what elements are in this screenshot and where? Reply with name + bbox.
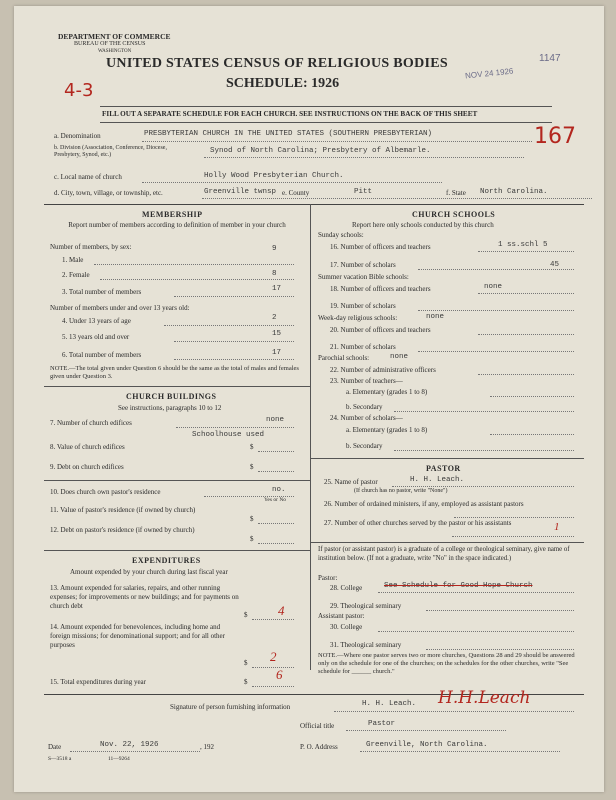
q13-dollar: $ [244, 611, 248, 619]
q24-elementary-label: a. Elementary (grades 1 to 8) [346, 426, 428, 434]
q15-dollar: $ [244, 678, 248, 686]
schools-intro: Report here only schools conducted by this church [352, 221, 494, 229]
division-label: b. Division (Association, Conference, Diocese, Presbytery, Synod, etc.) [54, 145, 167, 158]
q24-secondary-label: b. Secondary [346, 442, 383, 450]
city-value: Greenville twnsp [204, 188, 277, 196]
q7-value: none [266, 416, 285, 424]
q10-value: no. [272, 486, 286, 494]
received-date-stamp: NOV 24 1926 [464, 66, 514, 81]
parochial-schools-label: Parochial schools: [318, 354, 370, 362]
q11-dollar: $ [250, 515, 254, 523]
vacation-schools-label: Summer vacation Bible schools: [318, 273, 409, 281]
q23-secondary-label: b. Secondary [346, 403, 383, 411]
q15-line [252, 686, 294, 687]
q5-value: 15 [272, 330, 282, 338]
denomination-label: a. Denomination [54, 132, 101, 140]
q20-line [478, 334, 574, 335]
form-title: UNITED STATES CENSUS OF RELIGIOUS BODIES [106, 56, 449, 71]
q27-line [452, 536, 574, 537]
membership-intro: Report number of members according to definition of member in your church [68, 221, 286, 229]
q14-dollar: $ [244, 659, 248, 667]
q10-label: 10. Does church own pastor's residence [50, 488, 161, 496]
official-title-value: Pastor [368, 720, 396, 728]
q22-label: 22. Number of administrative officers [330, 366, 436, 374]
official-title-label: Official title [300, 722, 335, 730]
q1-line [94, 264, 294, 265]
handwritten-mark-right: 167 [534, 124, 576, 149]
q2-label: 2. Female [62, 271, 90, 279]
print-number: 11—9264 [108, 756, 130, 762]
q6-line [174, 359, 294, 360]
buildings-mid-rule [44, 480, 310, 481]
q9-dollar: $ [250, 463, 254, 471]
q11-line [258, 523, 294, 524]
city-label: d. City, town, village, or township, etc. [54, 189, 163, 197]
q17-value: 45 [550, 261, 560, 269]
q14-label: 14. Amount expended for benevolences, including home and foreign missions; for denominational support; and for all other purposes [50, 623, 225, 649]
denomination-line [142, 141, 532, 142]
q5-line [174, 341, 294, 342]
buildings-heading: CHURCH BUILDINGS [126, 392, 217, 401]
q10-yesno: Yes or No [264, 497, 287, 503]
po-address-value: Greenville, North Carolina. [366, 741, 488, 749]
pastor-top-rule [310, 458, 584, 459]
q20-label: 20. Number of officers and teachers [330, 326, 431, 334]
expenditures-top-rule [44, 550, 310, 551]
signature-line [334, 711, 574, 712]
q18-label: 18. Number of officers and teachers [330, 285, 431, 293]
signature-typed: H. H. Leach. [362, 700, 417, 708]
q30-line [378, 631, 574, 632]
form-subtitle: SCHEDULE: 1926 [226, 76, 340, 91]
county-label: e. County [282, 189, 310, 197]
pastor-heading: PASTOR [426, 464, 461, 473]
census-schedule-sheet [14, 6, 604, 792]
q15-value: 6 [276, 667, 283, 682]
expenditures-heading: EXPENDITURES [132, 556, 201, 565]
date-label: Date [48, 743, 62, 751]
q3-line [174, 296, 294, 297]
q21-line [418, 351, 574, 352]
denomination-value: PRESBYTERIAN CHURCH IN THE UNITED STATES (SOUTHERN PRESBYTERIAN) [144, 130, 433, 138]
q29-label: 29. Theological seminary [330, 602, 402, 610]
q23-label: 23. Number of teachers— [330, 377, 403, 385]
q1-label: 1. Male [62, 256, 84, 264]
buildings-intro: See instructions, paragraphs 10 to 12 [118, 404, 222, 412]
po-address-label: P. O. Address [300, 743, 338, 751]
assistant-pastor-label: Assistant pastor: [318, 612, 365, 620]
q8-dollar: $ [250, 443, 254, 451]
q16-value: 1 ss.schl 5 [498, 241, 548, 249]
q14-value: 2 [270, 649, 277, 664]
q28-value: See Schedule for Good Hope Church [384, 582, 533, 590]
q17-label: 17. Number of scholars [330, 261, 396, 269]
po-address-line [360, 751, 560, 752]
weekday-schools-value: none [426, 313, 445, 321]
pastor-sub-label: Pastor: [318, 574, 338, 582]
header-rule [100, 106, 552, 107]
q27-label: 27. Number of other churches served by the pastor or his assistants [324, 519, 512, 527]
q12-dollar: $ [250, 535, 254, 543]
church-name-value: Holly Wood Presbyterian Church. [204, 172, 344, 180]
church-name-label: c. Local name of church [54, 173, 122, 181]
q24-label: 24. Number of scholars— [330, 414, 403, 422]
q16-label: 16. Number of officers and teachers [330, 243, 431, 251]
q18-line [478, 293, 574, 294]
graduate-note: If pastor (or assistant pastor) is a graduate of a college or theological seminary, give name of institution below. (If not a graduate, write "No" in the space indicated.) [318, 546, 570, 562]
pastor-mid-rule [310, 542, 584, 543]
q29-line [426, 610, 574, 611]
q13-value: 4 [278, 603, 285, 618]
membership-heading: MEMBERSHIP [142, 210, 203, 219]
q21-label: 21. Number of scholars [330, 343, 396, 351]
q4-value: 2 [272, 314, 277, 322]
bureau-city: WASHINGTON [98, 49, 132, 54]
division-line [204, 157, 524, 158]
members-by-age-label: Number of members under and over 13 years old: [50, 304, 190, 312]
state-value: North Carolina. [480, 188, 548, 196]
handwritten-mark-left: 4-3 [64, 80, 94, 101]
form-instruction: FILL OUT A SEPARATE SCHEDULE FOR EACH CHURCH. SEE INSTRUCTIONS ON THE BACK OF THIS SHEET [102, 110, 478, 118]
q8-label: 8. Value of church edifices [50, 443, 125, 451]
buildings-top-rule [44, 386, 310, 387]
q11-label: 11. Value of pastor's residence (if owned by church) [50, 506, 196, 514]
expenditures-intro: Amount expended by your church during last fiscal year [70, 568, 228, 576]
signature-handwritten: H.H.Leach [438, 688, 531, 708]
q31-label: 31. Theological seminary [330, 641, 402, 649]
q13-line [252, 619, 294, 620]
church-name-line [142, 182, 442, 183]
q13-label: 13. Amount expended for salaries, repairs, and other running expenses; for improvements or new buildings; and for payments on church debt [50, 584, 239, 610]
q2-value: 8 [272, 270, 277, 278]
q12-label: 12. Debt on pastor's residence (if owned by church) [50, 526, 195, 534]
q15-label: 15. Total expenditures during year [50, 678, 146, 686]
q4-line [164, 325, 294, 326]
q19-label: 19. Number of scholars [330, 302, 396, 310]
q27-value: 1 [554, 521, 560, 533]
bureau-name: BUREAU OF THE CENSUS [74, 41, 146, 47]
q17-line [418, 269, 574, 270]
membership-note: NOTE.—The total given under Question 6 should be the same as the total of males and females given under Question 3. [50, 365, 299, 380]
q4-label: 4. Under 13 years of age [62, 317, 131, 325]
q18-value: none [484, 283, 503, 291]
q28-line [378, 592, 574, 593]
q6-value: 17 [272, 349, 282, 357]
q2-line [100, 279, 294, 280]
q24b-line [394, 450, 574, 451]
q24a-line [490, 434, 574, 435]
q26-line [454, 517, 574, 518]
q8-line [258, 451, 294, 452]
pastor-note: NOTE.—Where one pastor serves two or more churches, Questions 28 and 29 should be answered only on the schedule for one of the churches; on the schedules for the other churches, write "See schedule for ______ church." [318, 652, 575, 675]
q1-value: 9 [272, 245, 277, 253]
q7-label: 7. Number of church edifices [50, 419, 132, 427]
q19-line [418, 310, 574, 311]
q6-label: 6. Total number of members [62, 351, 142, 359]
q25-hint: (If church has no pastor, write "None") [354, 488, 448, 494]
q9-line [258, 471, 294, 472]
q7-line [176, 427, 294, 428]
weekday-schools-label: Week-day religious schools: [318, 314, 398, 322]
department-name: DEPARTMENT OF COMMERCE [58, 32, 171, 41]
q28-label: 28. College [330, 584, 363, 592]
schools-heading: CHURCH SCHOOLS [412, 210, 496, 219]
q25-line [392, 486, 574, 487]
form-number: S—3518 a [48, 756, 72, 762]
date-year-suffix: , 192 [200, 743, 214, 751]
q31-line [426, 649, 574, 650]
q14-line [252, 667, 294, 668]
sunday-schools-label: Sunday schools: [318, 231, 364, 239]
division-value: Synod of North Carolina; Presbytery of Albemarle. [210, 147, 431, 155]
section-top-rule [44, 204, 584, 205]
q23b-line [394, 411, 574, 412]
members-by-sex-label: Number of members, by sex: [50, 243, 132, 251]
q12-line [258, 543, 294, 544]
city-line [202, 198, 592, 199]
county-value: Pitt [354, 188, 373, 196]
state-label: f. State [446, 189, 466, 197]
signature-label: Signature of person furnishing information [170, 703, 291, 711]
q5-label: 5. 13 years old and over [62, 333, 130, 341]
q25-label: 25. Name of pastor [324, 478, 378, 486]
q30-label: 30. College [330, 623, 363, 631]
q23a-line [490, 396, 574, 397]
parochial-schools-value: none [390, 353, 409, 361]
q3-value: 17 [272, 285, 282, 293]
date-line [70, 751, 200, 752]
official-title-line [346, 730, 506, 731]
date-value: Nov. 22, 1926 [100, 741, 159, 749]
q23-elementary-label: a. Elementary (grades 1 to 8) [346, 388, 428, 396]
stamp-number: 1147 [539, 53, 561, 64]
header-rule-2 [100, 122, 552, 123]
q25-value: H. H. Leach. [410, 476, 465, 484]
q3-label: 3. Total number of members [62, 288, 142, 296]
q9-label: 9. Debt on church edifices [50, 463, 124, 471]
center-divider [310, 204, 311, 670]
q7-note: Schoolhouse used [192, 431, 265, 439]
q22-line [478, 374, 574, 375]
q16-line [478, 251, 574, 252]
q26-label: 26. Number of ordained ministers, if any, employed as assistant pastors [324, 500, 524, 508]
